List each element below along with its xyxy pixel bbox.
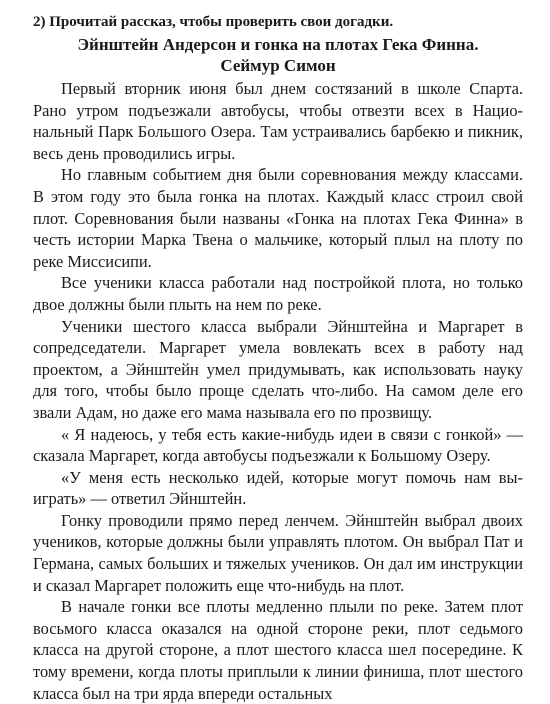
- paragraph: Но главным событием дня были соревнования между классами. В этом году это была гонка на плотах. Каждый класс строил свой плот. Соревнования были названы «Гонка на плотах Гека Финна» в честь истории Марка Твена о мальчике, который плыл на плоту по реке Миссисипи.: [33, 165, 523, 271]
- paragraph: Первый вторник июня был днем состязаний в школе Спарта. Рано утром подъезжали автобусы, чтобы отвезти всех в Национальный Парк Большого Озера. Там устраивались барбекю и пикник, весь день проводились игры.: [33, 79, 523, 163]
- story-text: [33, 78, 523, 704]
- paragraph: Ученики шестого класса выбрали Эйнштейна и Маргарет в сопредседатели. Маргарет умела вовлекать всех в работу над проектом, а Эйнштейн умел придумывать, как использовать науку для того, чтобы было проще сделать что-либо. На самом деле его звали Адам, но даже его мама называла его по прозвищу.: [33, 316, 523, 422]
- paragraph: В начале гонки все плоты медленно плыли по реке. Затем плот восьмого класса оказался на одной стороне реки, плот седьмого класса на другой стороне, а плот шестого класса шел посередине. К тому времени, когда плоты приплыли к линии финиша, плот шестого класса был на три ярда впереди остальных: [33, 597, 523, 703]
- paragraph: Все ученики класса работали над постройкой плота, но только двое должны были плыть на нем по реке.: [33, 273, 523, 314]
- task-instruction: 2) Прочитай рассказ, чтобы проверить свои догадки.: [33, 14, 394, 30]
- paragraph: «У меня есть несколько идей, которые могут помочь нам выиграть» — ответил Эйнштейн.: [33, 467, 523, 509]
- paragraph: « Я надеюсь, у тебя есть какие-нибудь идеи в связи с гонкой» — сказала Маргарет, когда автобусы подъезжали к Большому Озеру.: [33, 424, 523, 466]
- story-author: Сеймур Симон: [220, 56, 336, 75]
- story-title: Эйнштейн Андерсон и гонка на плотах Гека Финна.: [77, 35, 479, 54]
- paragraph: Гонку проводили прямо перед ленчем. Эйнштейн выбрал двоих учеников, которые должны были управлять плотом. Он выбрал Пат и Германа, самых больших и тяжелых учеников. Он дал им инструкции и сказал Маргарет положить еще что-нибудь на плот.: [33, 510, 523, 595]
